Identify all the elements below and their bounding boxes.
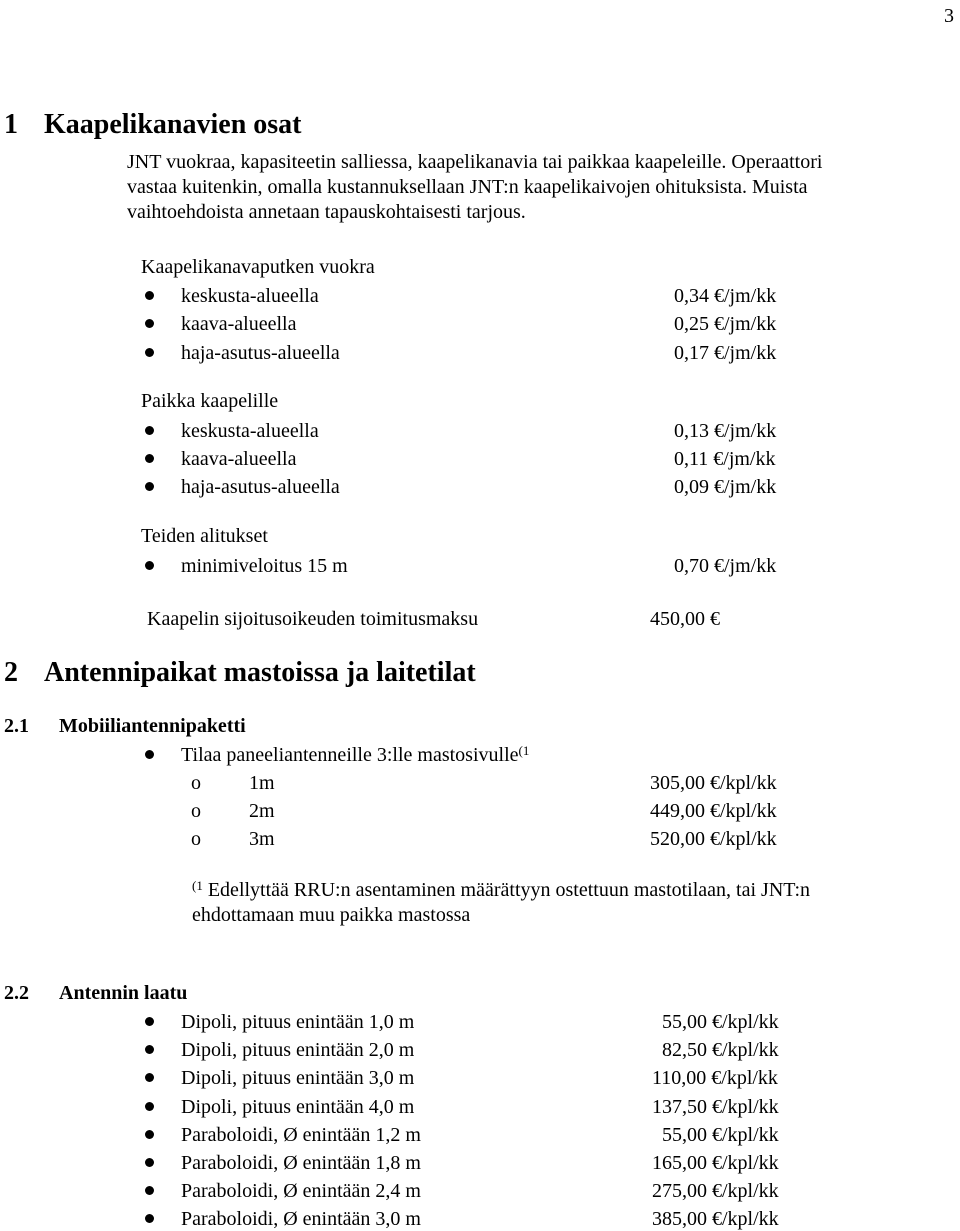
mast-size-label: 2m: [249, 800, 275, 822]
sub-bullet-marker: o: [191, 828, 201, 850]
fee-value: 450,00 €: [650, 608, 720, 630]
antenna-price: 55,00 €/kpl/kk: [662, 1124, 779, 1146]
antenna-price: 385,00 €/kpl/kk: [652, 1208, 779, 1230]
footnote-line-1: Edellyttää RRU:n asentaminen määrättyyn ostettuun mastotilaan, tai JNT:n: [207, 879, 811, 901]
group-title: Teiden alitukset: [141, 525, 268, 547]
intro-line: vastaa kuitenkin, omalla kustannuksellaan JNT:n kaapelikaivojen ohituksista. Muista: [127, 176, 808, 198]
bullet-icon: [145, 348, 154, 357]
antenna-price: 137,50 €/kpl/kk: [652, 1096, 779, 1118]
section-1-number: 1: [4, 109, 18, 140]
antenna-price: 165,00 €/kpl/kk: [652, 1152, 779, 1174]
antenna-price: 110,00 €/kpl/kk: [652, 1067, 778, 1089]
group-title: Kaapelikanavaputken vuokra: [141, 256, 375, 278]
price-value: 0,70 €/jm/kk: [674, 555, 777, 577]
group-title: Paikka kaapelille: [141, 390, 279, 412]
footnote: [192, 880, 810, 900]
antenna-label: Dipoli, pituus enintään 2,0 m: [181, 1039, 415, 1061]
price-value: 0,11 €/jm/kk: [674, 448, 776, 470]
antenna-label: Paraboloidi, Ø enintään 1,8 m: [181, 1152, 421, 1174]
antenna-label: Paraboloidi, Ø enintään 1,2 m: [181, 1124, 421, 1146]
footnote-ref: (1: [518, 743, 530, 758]
bullet-icon: [145, 1158, 154, 1167]
antenna-label: Dipoli, pituus enintään 3,0 m: [181, 1067, 415, 1089]
mast-size-price: 305,00 €/kpl/kk: [650, 772, 777, 794]
bullet-icon: [145, 454, 154, 463]
subsection-2-2-title: Antennin laatu: [59, 982, 188, 1004]
section-2-number: 2: [4, 657, 18, 688]
bullet-icon: [145, 750, 154, 759]
price-label: haja-asutus-alueella: [181, 342, 340, 364]
price-value: 0,13 €/jm/kk: [674, 420, 777, 442]
page-number: 3: [944, 5, 954, 27]
antenna-label: Dipoli, pituus enintään 1,0 m: [181, 1011, 415, 1033]
bullet-icon: [145, 1186, 154, 1195]
antenna-package-bullet: [181, 745, 529, 765]
price-value: 0,17 €/jm/kk: [674, 342, 777, 364]
footnote-line-2: ehdottamaan muu paikka mastossa: [192, 904, 471, 926]
antenna-price: 82,50 €/kpl/kk: [662, 1039, 779, 1061]
bullet-icon: [145, 1130, 154, 1139]
mast-size-label: 1m: [249, 772, 275, 794]
sub-bullet-marker: o: [191, 772, 201, 794]
intro-line: vaihtoehdoista annetaan tapauskohtaisesti tarjous.: [127, 201, 526, 223]
bullet-icon: [145, 1073, 154, 1082]
price-label: kaava-alueella: [181, 448, 297, 470]
section-2-title: Antennipaikat mastoissa ja laitetilat: [44, 657, 476, 688]
antenna-price: 275,00 €/kpl/kk: [652, 1180, 779, 1202]
intro-line: JNT vuokraa, kapasiteetin salliessa, kaapelikanavia tai paikkaa kaapeleille. Operaattori: [127, 151, 823, 173]
bullet-icon: [145, 319, 154, 328]
price-label: keskusta-alueella: [181, 285, 319, 307]
bullet-icon: [145, 561, 154, 570]
price-label: kaava-alueella: [181, 313, 297, 335]
subsection-2-1-number: 2.1: [4, 715, 29, 737]
antenna-label: Paraboloidi, Ø enintään 3,0 m: [181, 1208, 421, 1230]
bullet-icon: [145, 291, 154, 300]
section-1-title: Kaapelikanavien osat: [44, 109, 302, 140]
antenna-package-text: Tilaa paneeliantenneille 3:lle mastosivulle: [181, 744, 519, 766]
bullet-icon: [145, 426, 154, 435]
footnote-marker: (1: [192, 878, 203, 893]
price-value: 0,25 €/jm/kk: [674, 313, 777, 335]
subsection-2-2-number: 2.2: [4, 982, 29, 1004]
subsection-2-1-title: Mobiiliantennipaketti: [59, 715, 246, 737]
price-value: 0,34 €/jm/kk: [674, 285, 777, 307]
bullet-icon: [145, 1017, 154, 1026]
price-label: haja-asutus-alueella: [181, 476, 340, 498]
bullet-icon: [145, 1045, 154, 1054]
price-label: keskusta-alueella: [181, 420, 319, 442]
bullet-icon: [145, 1102, 154, 1111]
mast-size-price: 449,00 €/kpl/kk: [650, 800, 777, 822]
antenna-price: 55,00 €/kpl/kk: [662, 1011, 779, 1033]
bullet-icon: [145, 1214, 154, 1223]
antenna-label: Dipoli, pituus enintään 4,0 m: [181, 1096, 415, 1118]
price-label: minimiveloitus 15 m: [181, 555, 348, 577]
antenna-label: Paraboloidi, Ø enintään 2,4 m: [181, 1180, 421, 1202]
sub-bullet-marker: o: [191, 800, 201, 822]
price-value: 0,09 €/jm/kk: [674, 476, 777, 498]
mast-size-label: 3m: [249, 828, 275, 850]
bullet-icon: [145, 482, 154, 491]
mast-size-price: 520,00 €/kpl/kk: [650, 828, 777, 850]
fee-label: Kaapelin sijoitusoikeuden toimitusmaksu: [147, 608, 479, 630]
